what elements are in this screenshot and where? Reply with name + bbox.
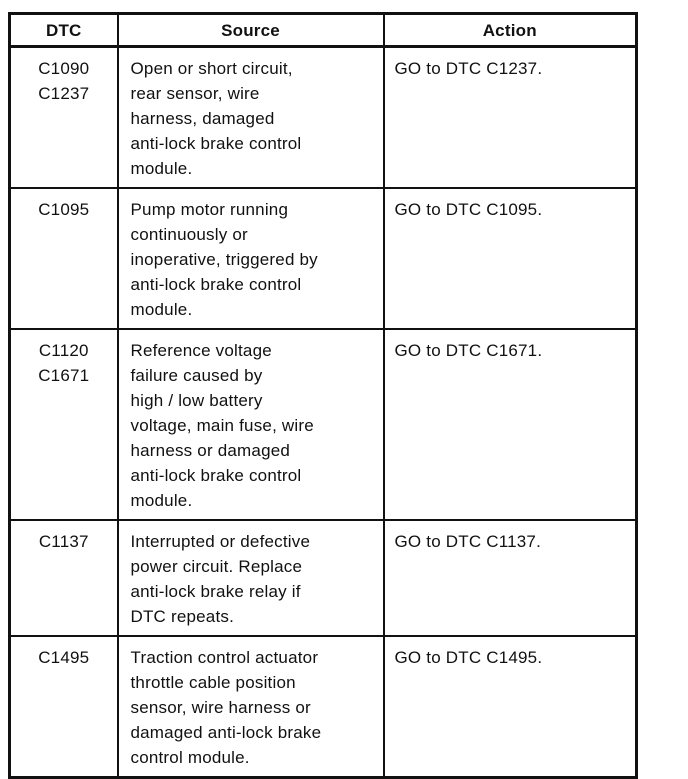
action-cell: GO to DTC C1137. [384,520,637,636]
source-cell [118,636,384,778]
action-cell: GO to DTC C1237. [384,47,637,189]
dtc-cell [10,329,118,520]
source-line: voltage, main fuse, wire [130,416,314,435]
action-cell: GO to DTC C1671. [384,329,637,520]
header-row [10,14,637,47]
source-cell [118,329,384,520]
header-source: Source [118,14,384,47]
dtc-code: C1137 [38,532,89,551]
source-line: rear sensor, wire [130,84,260,103]
source-line: module. [130,300,193,319]
source-line: harness, damaged [130,109,275,128]
table-row [10,47,637,189]
source-line: Pump motor running [130,200,289,219]
source-line: inoperative, triggered by [130,250,318,269]
source-line: sensor, wire harness or [130,698,311,717]
table-row [10,188,637,329]
source-line: harness or damaged [130,441,291,460]
header-action: Action [384,14,637,47]
action-cell: GO to DTC C1495. [384,636,637,778]
source-line: Reference voltage [130,341,272,360]
dtc-code: C1090 [38,59,90,78]
table-row [10,636,637,778]
source-cell [118,520,384,636]
source-line: anti-lock brake relay if [130,582,301,601]
source-line: Traction control actuator [130,648,319,667]
dtc-code: C1120 [38,341,89,360]
source-line: anti-lock brake control [130,134,302,153]
source-line: Open or short circuit, [130,59,293,78]
dtc-code: C1095 [38,200,90,219]
dtc-cell [10,520,118,636]
dtc-cell [10,636,118,778]
source-line: high / low battery [130,391,263,410]
dtc-cell [10,47,118,189]
source-cell [118,47,384,189]
table-row [10,520,637,636]
dtc-code: C1495 [38,648,90,667]
table-row [10,329,637,520]
source-line: DTC repeats. [130,607,234,626]
source-line: module. [130,491,193,510]
header-dtc: DTC [10,14,118,47]
source-line: anti-lock brake control [130,466,302,485]
source-line: Interrupted or defective [130,532,311,551]
source-line: throttle cable position [130,673,296,692]
source-cell [118,188,384,329]
source-line: power circuit. Replace [130,557,303,576]
source-line: failure caused by [130,366,263,385]
dtc-cell [10,188,118,329]
action-cell: GO to DTC C1095. [384,188,637,329]
dtc-code: C1671 [38,366,90,385]
source-line: control module. [130,748,250,767]
source-line: continuously or [130,225,248,244]
dtc-code: C1237 [38,84,90,103]
dtc-table [8,12,638,779]
source-line: damaged anti-lock brake [130,723,322,742]
source-line: module. [130,159,193,178]
source-line: anti-lock brake control [130,275,302,294]
